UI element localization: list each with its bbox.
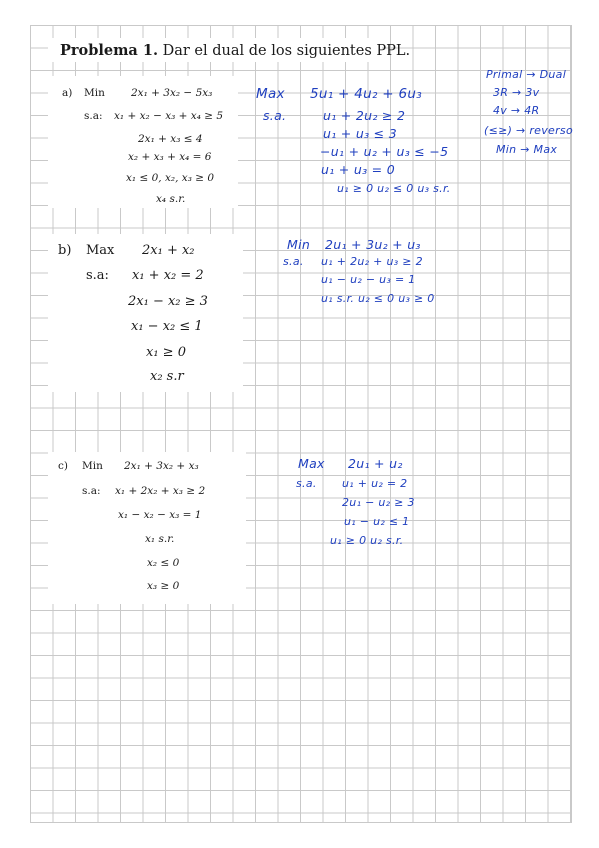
- problem-a-sign-restrictions: x₁ ≤ 0, x₂, x₃ ≥ 0: [126, 172, 215, 184]
- problem-a-label: a): [62, 87, 73, 99]
- dual-b-objective: 2u₁ + 3u₂ + u₃: [325, 237, 421, 252]
- dual-b-line-2: u₁ − u₂ − u₃ = 1: [321, 273, 416, 286]
- dual-c-line-3: u₁ − u₂ ≤ 1: [344, 515, 410, 528]
- page-title: [60, 42, 410, 59]
- problem-c-constraint-1: x₁ + 2x₂ + x₃ ≥ 2: [115, 485, 206, 497]
- problem-c-objective-type: Min: [82, 460, 103, 472]
- dual-c-line-1: u₁ + u₂ = 2: [342, 477, 408, 490]
- note-2: 3R → 3v: [493, 86, 540, 99]
- note-4: (≤≥) → reverso: [484, 124, 573, 137]
- dual-a-objective-type: Max: [256, 86, 285, 102]
- title-text: Dar el dual de los siguientes PPL.: [162, 43, 411, 59]
- title-bold: Problema 1.: [60, 42, 159, 59]
- problem-b-constraint-3: x₁ − x₂ ≤ 1: [131, 319, 203, 334]
- problem-a-objective-type: Min: [84, 87, 105, 99]
- dual-a-line-3: −u₁ + u₂ + u₃ ≤ −5: [320, 144, 449, 159]
- problem-a-free-variable: x₄ s.r.: [156, 193, 186, 205]
- problem-b-objective: 2x₁ + x₂: [142, 243, 195, 258]
- dual-b-line-3: u₁ s.r. u₂ ≤ 0 u₃ ≥ 0: [321, 292, 435, 305]
- problem-b-objective-type: Max: [86, 243, 115, 258]
- problem-b-constraint-5: x₂ s.r: [150, 369, 184, 384]
- dual-a-line-4: u₁ + u₃ = 0: [321, 162, 395, 177]
- note-3: 4v → 4R: [493, 104, 540, 117]
- problem-b-label: b): [58, 243, 72, 258]
- dual-c-objective-type: Max: [298, 456, 325, 471]
- dual-c-sa: s.a.: [296, 477, 317, 490]
- problem-c-objective: 2x₁ + 3x₂ + x₃: [124, 460, 199, 472]
- problem-b-sa: s.a:: [86, 268, 109, 283]
- problem-a-objective: 2x₁ + 3x₂ − 5x₃: [131, 87, 213, 99]
- problem-b-constraint-4: x₁ ≥ 0: [146, 345, 186, 360]
- dual-a-objective: 5u₁ + 4u₂ + 6u₃: [310, 86, 422, 102]
- dual-c-line-4: u₁ ≥ 0 u₂ s.r.: [330, 534, 404, 547]
- dual-b-sa: s.a.: [283, 255, 304, 268]
- problem-b-constraint-1: x₁ + x₂ = 2: [132, 268, 204, 283]
- note-1: Primal → Dual: [486, 68, 567, 81]
- problem-c-sa: s.a:: [82, 485, 101, 497]
- note-5: Min → Max: [496, 143, 558, 156]
- dual-c-objective: 2u₁ + u₂: [348, 456, 403, 471]
- dual-a-line-5: u₁ ≥ 0 u₂ ≤ 0 u₃ s.r.: [337, 182, 451, 195]
- problem-c-label: c): [58, 460, 68, 472]
- dual-b-line-1: u₁ + 2u₂ + u₃ ≥ 2: [321, 255, 423, 268]
- dual-a-line-2: u₁ + u₃ ≤ 3: [323, 126, 397, 141]
- problem-a-constraint-2: 2x₁ + x₃ ≤ 4: [138, 133, 203, 145]
- problem-a-sa: s.a:: [84, 110, 103, 122]
- problem-a-constraint-3: x₂ + x₃ + x₄ = 6: [128, 151, 212, 163]
- problem-b-constraint-2: 2x₁ − x₂ ≥ 3: [128, 294, 208, 309]
- problem-c-constraint-4: x₂ ≤ 0: [147, 557, 180, 569]
- problem-c-constraint-5: x₃ ≥ 0: [147, 580, 180, 592]
- dual-a-line-1: u₁ + 2u₂ ≥ 2: [323, 108, 406, 123]
- dual-c-line-2: 2u₁ − u₂ ≥ 3: [342, 496, 415, 509]
- dual-b-objective-type: Min: [287, 237, 311, 252]
- dual-a-sa: s.a.: [263, 108, 287, 123]
- problem-a-constraint-1: x₁ + x₂ − x₃ + x₄ ≥ 5: [114, 110, 224, 122]
- problem-c-constraint-2: x₁ − x₂ − x₃ = 1: [118, 509, 202, 521]
- problem-c-constraint-3: x₁ s.r.: [145, 533, 175, 545]
